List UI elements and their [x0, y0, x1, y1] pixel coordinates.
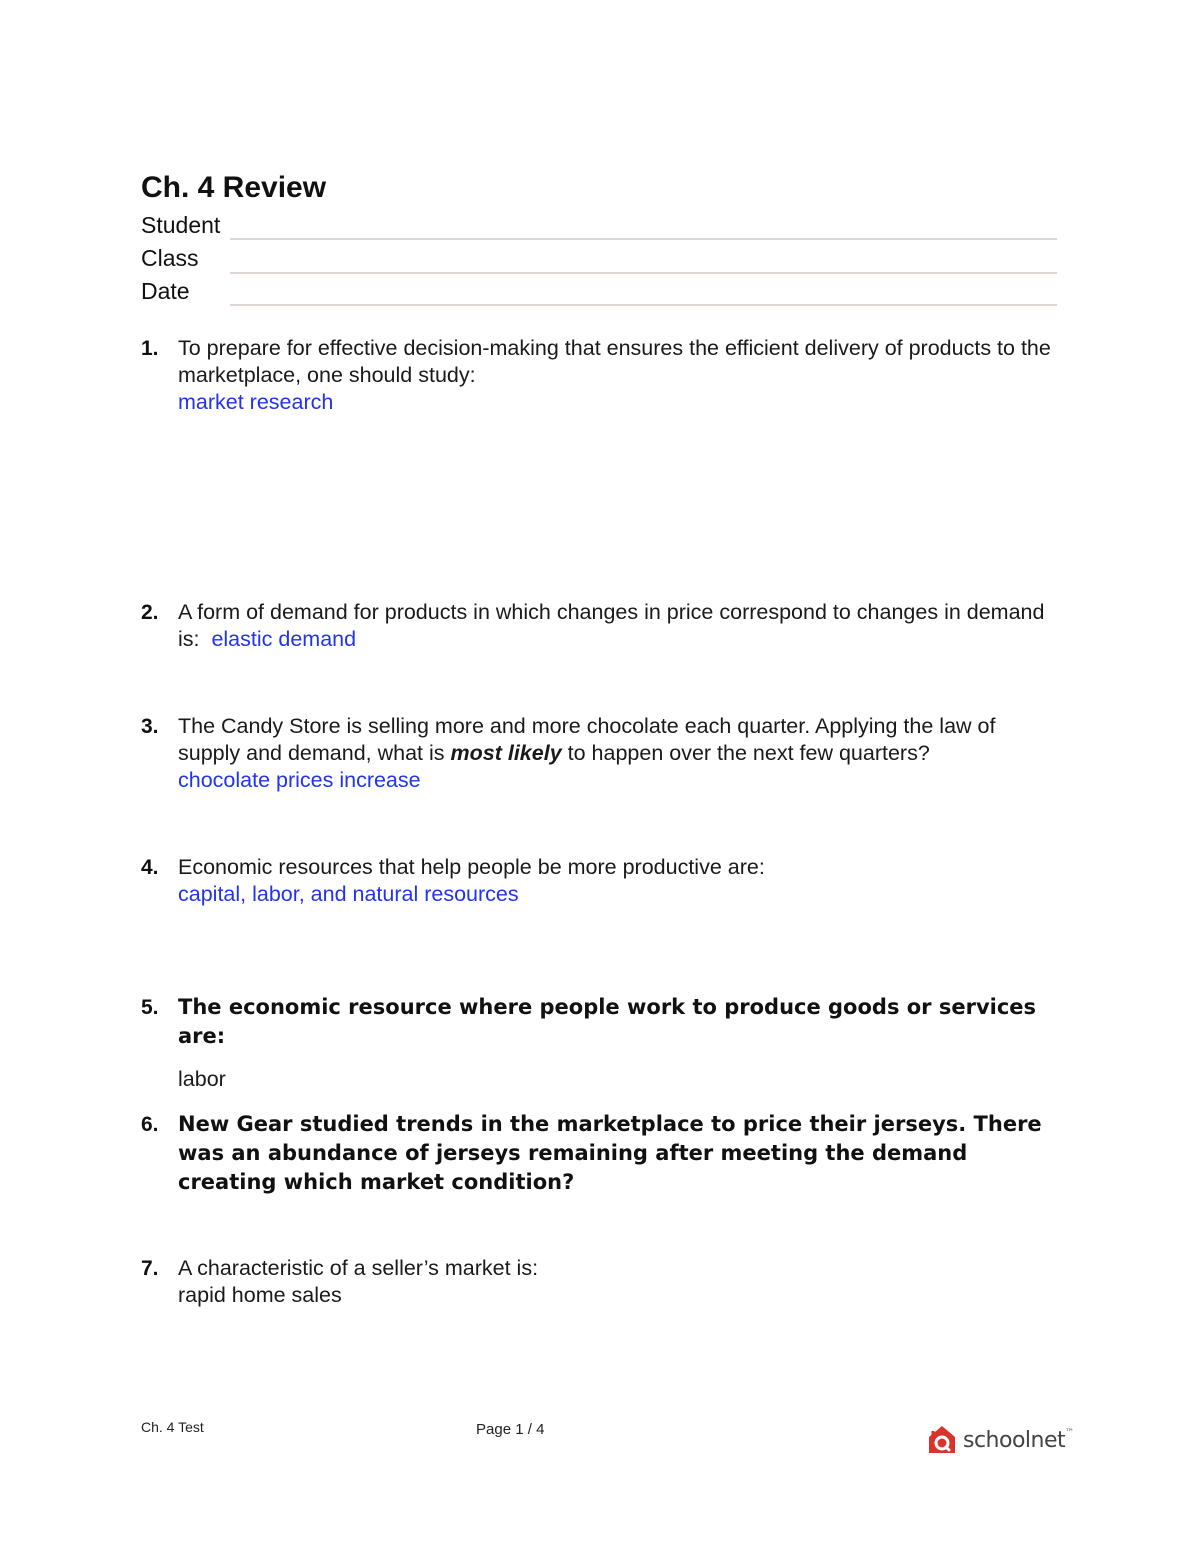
question-2-text: A form of demand for products in which changes in price correspond to changes in demand is:: [178, 600, 1045, 651]
schoolnet-house-logo-icon: [927, 1425, 957, 1455]
question-5-answer: labor: [178, 1067, 226, 1091]
question-3-emphasis: most likely: [450, 741, 562, 765]
question-3-text: [178, 713, 1058, 767]
date-label: Date: [141, 278, 190, 304]
page-total: 4: [536, 1421, 545, 1438]
logo-trademark: ™: [1065, 1427, 1074, 1438]
logo-wordmark: schoolnet: [963, 1427, 1066, 1453]
class-field-line[interactable]: [230, 272, 1057, 274]
question-4-text: Economic resources that help people be more productive are:: [178, 855, 765, 879]
question-2-answer: elastic demand: [211, 627, 357, 651]
question-7-answer: rapid home sales: [178, 1283, 342, 1307]
question-6-number: 6.: [141, 1113, 159, 1136]
logo-text: [963, 1428, 1074, 1453]
question-7: [178, 1255, 1058, 1309]
page-title: Ch. 4 Review: [141, 171, 327, 204]
date-field-line[interactable]: [230, 304, 1057, 306]
question-3-text-after: to happen over the next few quarters?: [567, 741, 930, 765]
question-6-text: New Gear studied trends in the marketplace to price their jerseys. There was an abundance of jerseys remaining after meeting the demand creating which market condition?: [178, 1112, 1042, 1194]
question-5-number: 5.: [141, 996, 159, 1019]
question-1-text: To prepare for effective decision-making that ensures the efficient delivery of products to the marketplace, one should study:: [178, 336, 1051, 387]
question-2: [178, 599, 1058, 653]
student-field-line[interactable]: [230, 238, 1057, 240]
question-1-number: 1.: [141, 337, 159, 360]
page-separator: /: [527, 1421, 532, 1438]
question-7-number: 7.: [141, 1257, 159, 1280]
question-1-answer: market research: [178, 390, 334, 414]
page-label: Page: [476, 1421, 512, 1438]
class-label: Class: [141, 245, 199, 271]
student-label: Student: [141, 212, 221, 238]
page-indicator: [476, 1421, 544, 1438]
question-4: [178, 854, 1058, 908]
question-2-number: 2.: [141, 601, 159, 624]
schoolnet-logo: [927, 1424, 1074, 1456]
question-4-answer: capital, labor, and natural resources: [178, 882, 519, 906]
question-3: [178, 713, 1058, 794]
question-3-answer: chocolate prices increase: [178, 768, 421, 792]
page-current: 1: [515, 1421, 524, 1438]
question-4-number: 4.: [141, 856, 159, 879]
footer-test-name: Ch. 4 Test: [141, 1419, 204, 1435]
question-1: [178, 335, 1058, 416]
question-5-text: The economic resource where people work to produce goods or services are:: [178, 995, 1037, 1048]
question-3-text-before: The Candy Store is selling more and more chocolate each quarter. Applying the law of supply and demand, what is: [178, 714, 996, 765]
question-3-number: 3.: [141, 715, 159, 738]
question-7-text: A characteristic of a seller’s market is:: [178, 1256, 539, 1280]
